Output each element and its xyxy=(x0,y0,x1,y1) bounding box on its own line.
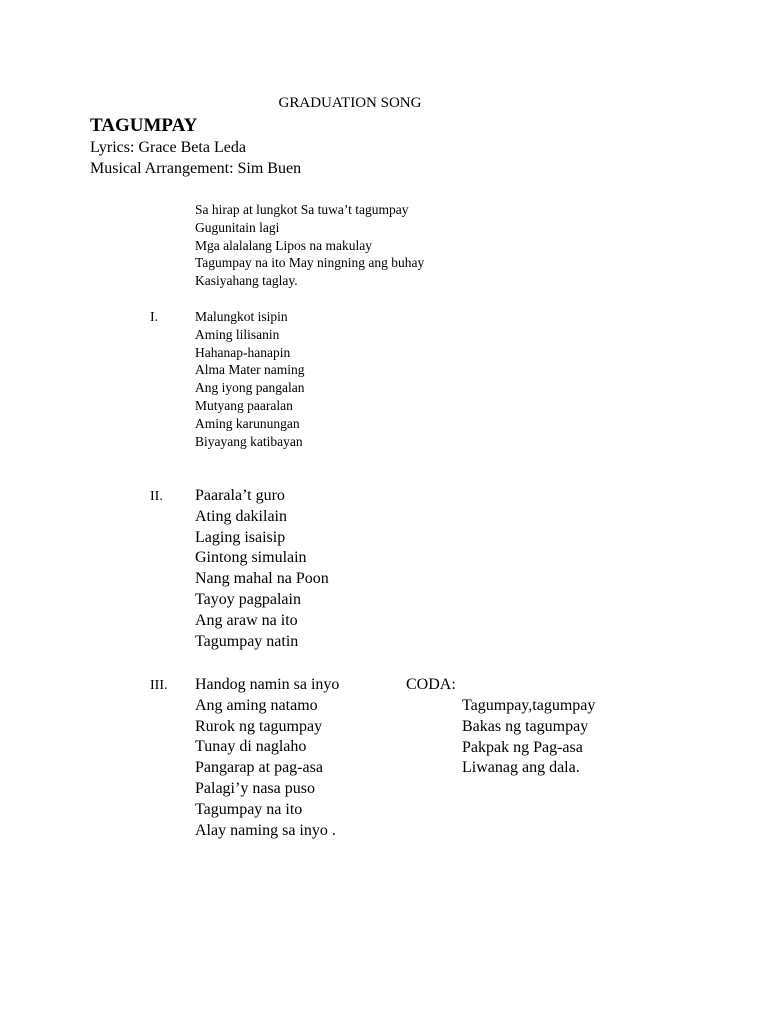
chorus-line: Gugunitain lagi xyxy=(195,219,280,235)
verse-line: Ang araw na ito xyxy=(195,611,298,629)
chorus-lines xyxy=(195,201,424,290)
arrangement-credit: Musical Arrangement: Sim Buen xyxy=(90,160,302,177)
verse-line: Nang mahal na Poon xyxy=(195,570,329,588)
verse-line: Pangarap at pag-asa xyxy=(195,759,323,777)
song-title: TAGUMPAY xyxy=(90,115,198,136)
verse-1-lines xyxy=(195,308,304,450)
verse-line: Tagumpay na ito xyxy=(195,800,303,818)
chorus-line: Sa hirap at lungkot Sa tuwa’t tagumpay xyxy=(195,202,409,217)
verse-line: Ang aming natamo xyxy=(195,696,318,714)
verse-line: Laging isaisip xyxy=(195,528,286,546)
verse-line: Palagi’y nasa puso xyxy=(195,779,315,797)
verse-3-lines xyxy=(195,675,339,841)
verse-line: Malungkot isipin xyxy=(195,309,288,324)
verse-line: Alma Mater naming xyxy=(195,362,305,378)
coda-line: Bakas ng tagumpay xyxy=(462,717,589,735)
verse-line: Tunay di naglaho xyxy=(195,738,307,756)
chorus-line: Tagumpay na ito May ningning ang buhay xyxy=(195,255,425,271)
coda-line: Tagumpay,tagumpay xyxy=(462,697,596,714)
verse-2-lines xyxy=(195,486,329,652)
verse-line: Tagumpay natin xyxy=(195,632,299,650)
verse-line: Ating dakilain xyxy=(195,507,287,525)
verse-numeral: I. xyxy=(150,310,159,325)
verse-line: Alay naming sa inyo . xyxy=(195,821,336,839)
verse-line: Paarala’t guro xyxy=(195,487,285,504)
coda-line: Pakpak ng Pag-asa xyxy=(462,738,583,756)
verse-line: Rurok ng tagumpay xyxy=(195,717,323,735)
coda-label: CODA: xyxy=(406,676,456,693)
chorus-line: Kasiyahang taglay. xyxy=(195,273,298,289)
verse-numeral: III. xyxy=(150,678,168,693)
coda-line: Liwanag ang dala. xyxy=(462,759,580,777)
lyrics-credit: Lyrics: Grace Beta Leda xyxy=(90,139,246,156)
chorus-line: Mga alalalang Lipos na makulay xyxy=(195,237,372,253)
verse-line: Gintong simulain xyxy=(195,549,307,567)
document-heading: GRADUATION SONG xyxy=(278,95,422,111)
verse-line: Tayoy pagpalain xyxy=(195,590,301,608)
verse-line: Mutyang paaralan xyxy=(195,397,293,413)
verse-line: Aming karunungan xyxy=(195,415,300,431)
verse-line: Aming lilisanin xyxy=(195,326,280,342)
verse-numeral: II. xyxy=(150,489,163,504)
coda-lines xyxy=(462,696,595,779)
verse-line: Ang iyong pangalan xyxy=(195,380,305,396)
verse-line: Handog namin sa inyo xyxy=(195,676,340,693)
verse-line: Biyayang katibayan xyxy=(195,433,303,449)
verse-line: Hahanap-hanapin xyxy=(195,344,291,360)
